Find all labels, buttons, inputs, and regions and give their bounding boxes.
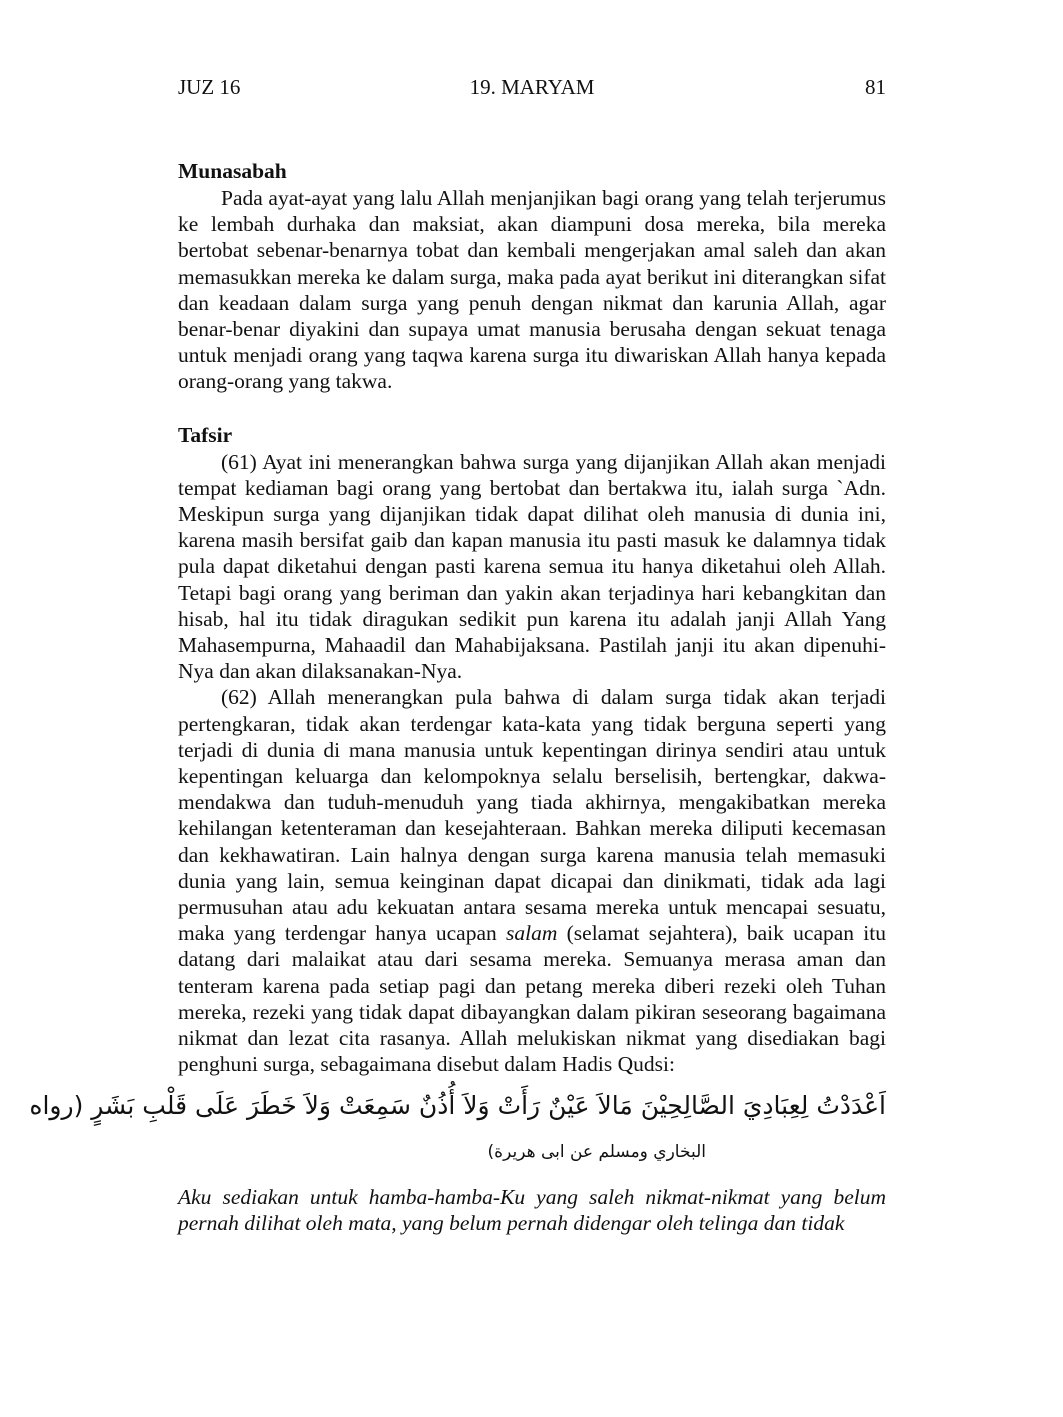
hadith-arabic: اَعْدَدْتُ لِعِبَادِيَ الصَّالِحِيْنَ مَالاَ عَيْنٌ رَأَتْ وَلاَ أُذُنٌ سَمِعَتْ وَلاَ خَطَرَ عَلَى قَلْبِ بَشَرٍ (رواه — [29, 1090, 886, 1120]
salam-term: salam — [506, 921, 558, 946]
hadith-translation: Aku sediakan untuk hamba-hamba-Ku yang saleh nikmat-nikmat yang belum pernah dilihat oleh mata, yang belum pernah didengar oleh telinga dan tidak — [178, 1184, 886, 1235]
tafsir-heading: Tafsir — [178, 422, 233, 447]
verse-62-text-a: (62) Allah menerangkan pula bahwa di dalam surga tidak akan terjadi pertengkaran, tidak akan terdengar kata-kata yang tidak berguna seperti yang terjadi di dunia di mana manusia untuk kepentingan dirinya sendiri atau untuk kepentingan keluarga dan kelompoknya selalu berselisih, bertengkar, dakwamendakwa dan tuduh-menuduh yang tiada akhirnya, mengakibatkan mereka kehilangan ketenteraman dan kesejahteraan. Bahkan mereka diliputi kecemasan dan kekhawatiran. Lain halnya dengan surga karena manusia telah memasuki dunia yang lain, semua keinginan dapat dicapai dan dinikmati, tidak ada lagi permusuhan atau adu kekuatan antara sesama mereka untuk mencapai sesuatu, maka yang terdengar hanya ucapan — [178, 685, 886, 946]
munasabah-heading: Munasabah — [178, 159, 287, 183]
surah-title: 19. MARYAM — [469, 75, 595, 99]
page-body — [29, 157, 886, 1236]
juz-label: JUZ 16 — [178, 75, 241, 99]
hadith-source: البخاري ومسلم عن ابى هريرة) — [487, 1141, 706, 1162]
verse-62-text-b: (selamat sejahtera), baik ucapan itu datang dari malaikat atau dari sesama mereka. Semuanya merasa aman dan tenteram karena pada setiap pagi dan petang mereka diberi rezeki oleh Tuhan mereka, rezeki yang tidak dapat dibayangkan dalam pikiran seseorang bagaimana nikmat dan lezat cita rasanya. Allah melukiskan nikmat yang disediakan bagi penghuni surga, sebagaimana disebut dalam Hadis Qudsi: — [178, 921, 886, 1077]
page-number: 81 — [865, 75, 886, 99]
verse-62-paragraph — [178, 684, 886, 1077]
munasabah-paragraph: Pada ayat-ayat yang lalu Allah menjanjikan bagi orang yang telah terjerumus ke lembah durhaka dan maksiat, akan diampuni dosa mereka, bila mereka bertobat sebenar-benarnya tobat dan kembali mengerjakan amal saleh dan akan memasukkan mereka ke dalam surga, maka pada ayat berikut ini diterangkan sifat dan keadaan dalam surga yang penuh dengan nikmat dan karunia Allah, agar benar-benar diyakini dan supaya umat manusia berusaha dengan sekuat tenaga untuk menjadi orang yang taqwa karena surga itu diwariskan Allah hanya kepada orang-orang yang takwa. — [178, 186, 886, 394]
verse-61-paragraph: (61) Ayat ini menerangkan bahwa surga yang dijanjikan Allah akan menjadi tempat kediaman bagi orang yang bertobat dan bertakwa itu, ialah surga `Adn. Meskipun surga yang dijanjikan tidak dapat dilihat oleh manusia di dunia ini, karena masih bersifat gaib dan kapan manusia itu pasti masuk ke dalamnya tidak pula dapat diketahui dengan pasti karena semua itu hanya diketahui oleh Allah. Tetapi bagi orang yang beriman dan yakin akan terjadinya hari kebangkitan dan hisab, hal itu tidak diragukan sedikit pun karena itu adalah janji Allah Yang Mahasempurna, Mahaadil dan Mahabijaksana. Pastilah janji itu akan dipenuhi-Nya dan akan dilaksanakan-Nya. — [178, 449, 886, 684]
page-header — [178, 72, 886, 102]
